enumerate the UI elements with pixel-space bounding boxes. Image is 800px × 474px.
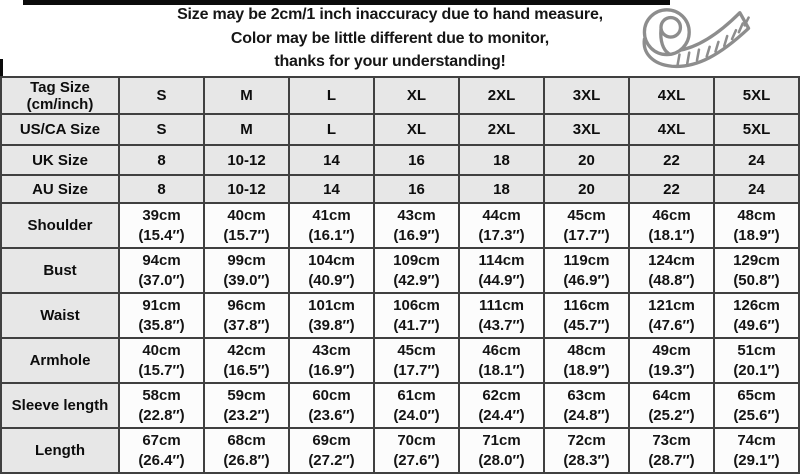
measure-value-cell: [459, 203, 544, 248]
row-label-cell: [1, 383, 119, 428]
row-label-cell: [1, 145, 119, 175]
measure-cm-value: 63cm: [567, 386, 606, 404]
measure-inch-value: (16.9″): [393, 226, 440, 244]
row-label-line: Shoulder: [27, 217, 93, 234]
measure-value-cell: [459, 383, 544, 428]
measure-inch-value: (16.1″): [308, 226, 355, 244]
measure-cm-value: 71cm: [482, 431, 521, 449]
measure-value-cell: [119, 203, 204, 248]
measure-cm-value: 72cm: [567, 431, 606, 449]
measure-value-cell: [119, 428, 204, 473]
size-value-cell: 4XL: [629, 77, 714, 114]
measure-cm-value: 60cm: [312, 386, 351, 404]
measure-value-cell: [204, 293, 289, 338]
measure-value-cell: [714, 293, 799, 338]
measure-inch-value: (25.6″): [733, 406, 780, 424]
measure-value-cell: [204, 203, 289, 248]
measure-cm-value: 119cm: [563, 251, 610, 269]
measure-inch-value: (16.9″): [308, 361, 355, 379]
row-label-line: Waist: [40, 307, 80, 324]
row-label-line: UK Size: [32, 151, 88, 169]
measure-inch-value: (22.8″): [138, 406, 185, 424]
measure-inch-value: (41.7″): [393, 316, 440, 334]
size-value-cell: 10-12: [204, 175, 289, 203]
row-label-cell: [1, 338, 119, 383]
measure-inch-value: (26.8″): [223, 451, 270, 469]
table-row-shoulder: [1, 203, 799, 248]
measure-cm-value: 106cm: [393, 296, 440, 314]
measure-value-cell: [289, 338, 374, 383]
notice-line-1: Size may be 2cm/1 inch inaccuracy due to hand measure,: [177, 6, 603, 23]
measure-value-cell: [374, 293, 459, 338]
measure-value-cell: [714, 203, 799, 248]
size-value-cell: 16: [374, 175, 459, 203]
measure-cm-value: 116cm: [563, 296, 610, 314]
measure-cm-value: 46cm: [482, 341, 521, 359]
measure-value-cell: [374, 248, 459, 293]
measure-value-cell: [714, 248, 799, 293]
measure-cm-value: 61cm: [397, 386, 436, 404]
notice-line-3: thanks for your understanding!: [274, 53, 506, 70]
measure-cm-value: 121cm: [648, 296, 695, 314]
size-value-cell: 14: [289, 145, 374, 175]
row-label-line: AU Size: [32, 180, 88, 198]
row-label-line: Length: [35, 442, 85, 459]
measure-inch-value: (18.1″): [648, 226, 695, 244]
measure-inch-value: (39.8″): [308, 316, 355, 334]
measure-inch-value: (24.0″): [393, 406, 440, 424]
measure-value-cell: [544, 338, 629, 383]
measure-value-cell: [289, 428, 374, 473]
measure-cm-value: 42cm: [227, 341, 266, 359]
measure-cm-value: 111cm: [478, 296, 525, 314]
row-label-line: (cm/inch): [26, 95, 94, 113]
measure-value-cell: [459, 428, 544, 473]
measure-inch-value: (27.6″): [393, 451, 440, 469]
measure-value-cell: [289, 248, 374, 293]
measure-inch-value: (40.9″): [308, 271, 355, 289]
row-label-cell: [1, 203, 119, 248]
size-value-cell: 3XL: [544, 114, 629, 145]
measure-cm-value: 99cm: [227, 251, 266, 269]
measure-value-cell: [459, 248, 544, 293]
measure-inch-value: (44.9″): [478, 271, 525, 289]
measure-value-cell: [629, 293, 714, 338]
size-value-cell: 16: [374, 145, 459, 175]
table-row-sleeve-length: [1, 383, 799, 428]
measure-cm-value: 41cm: [312, 206, 351, 224]
measure-value-cell: [204, 383, 289, 428]
size-value-cell: 2XL: [459, 114, 544, 145]
size-chart-table-body: [1, 77, 799, 473]
row-label-cell: [1, 293, 119, 338]
size-value-cell: 24: [714, 145, 799, 175]
measure-cm-value: 68cm: [227, 431, 266, 449]
measure-cm-value: 94cm: [142, 251, 181, 269]
table-row-au-size: [1, 175, 799, 203]
measure-inch-value: (24.8″): [563, 406, 610, 424]
measure-inch-value: (39.0″): [223, 271, 270, 289]
measure-cm-value: 39cm: [142, 206, 181, 224]
size-value-cell: 8: [119, 175, 204, 203]
measure-value-cell: [289, 293, 374, 338]
left-border-artifact: [0, 59, 3, 77]
measure-cm-value: 44cm: [482, 206, 521, 224]
measure-cm-value: 74cm: [737, 431, 776, 449]
measure-inch-value: (43.7″): [478, 316, 525, 334]
size-value-cell: 18: [459, 175, 544, 203]
measure-cm-value: 49cm: [652, 341, 691, 359]
measure-value-cell: [714, 428, 799, 473]
size-chart-table: [0, 76, 800, 474]
measure-inch-value: (26.4″): [138, 451, 185, 469]
measure-inch-value: (20.1″): [733, 361, 780, 379]
measure-value-cell: [544, 203, 629, 248]
measure-cm-value: 64cm: [652, 386, 691, 404]
size-value-cell: M: [204, 114, 289, 145]
measure-cm-value: 114cm: [478, 251, 525, 269]
measure-value-cell: [204, 248, 289, 293]
measure-cm-value: 67cm: [142, 431, 181, 449]
measure-cm-value: 96cm: [227, 296, 266, 314]
measure-value-cell: [459, 293, 544, 338]
size-value-cell: 8: [119, 145, 204, 175]
size-value-cell: 22: [629, 145, 714, 175]
measure-inch-value: (28.7″): [648, 451, 695, 469]
measure-inch-value: (16.5″): [223, 361, 270, 379]
measure-cm-value: 101cm: [308, 296, 355, 314]
measure-value-cell: [204, 428, 289, 473]
size-value-cell: L: [289, 114, 374, 145]
measure-inch-value: (24.4″): [478, 406, 525, 424]
measure-inch-value: (27.2″): [308, 451, 355, 469]
measure-value-cell: [629, 338, 714, 383]
size-value-cell: 3XL: [544, 77, 629, 114]
table-row-us-ca-size: [1, 114, 799, 145]
measure-cm-value: 124cm: [648, 251, 695, 269]
measure-inch-value: (15.7″): [223, 226, 270, 244]
measure-cm-value: 43cm: [312, 341, 351, 359]
measure-value-cell: [289, 383, 374, 428]
measure-inch-value: (17.7″): [393, 361, 440, 379]
row-label-cell: [1, 114, 119, 145]
size-value-cell: S: [119, 114, 204, 145]
measure-inch-value: (42.9″): [393, 271, 440, 289]
measure-value-cell: [714, 383, 799, 428]
measure-inch-value: (23.6″): [308, 406, 355, 424]
measure-cm-value: 45cm: [567, 206, 606, 224]
row-label-line: Bust: [43, 262, 77, 279]
measure-cm-value: 46cm: [652, 206, 691, 224]
size-value-cell: M: [204, 77, 289, 114]
size-value-cell: XL: [374, 77, 459, 114]
measure-cm-value: 109cm: [393, 251, 440, 269]
measure-cm-value: 73cm: [652, 431, 691, 449]
measure-cm-value: 65cm: [737, 386, 776, 404]
measure-inch-value: (15.7″): [138, 361, 185, 379]
measure-cm-value: 58cm: [142, 386, 181, 404]
row-label-cell: [1, 428, 119, 473]
measure-inch-value: (25.2″): [648, 406, 695, 424]
measure-value-cell: [119, 383, 204, 428]
table-row-tag-size: [1, 77, 799, 114]
measure-inch-value: (19.3″): [648, 361, 695, 379]
size-value-cell: 5XL: [714, 114, 799, 145]
measure-value-cell: [119, 248, 204, 293]
measure-cm-value: 69cm: [312, 431, 351, 449]
measure-inch-value: (46.9″): [563, 271, 610, 289]
notice-line-2: Color may be little different due to monitor,: [230, 29, 550, 47]
measure-inch-value: (28.3″): [563, 451, 610, 469]
measure-cm-value: 40cm: [142, 341, 181, 359]
size-value-cell: 18: [459, 145, 544, 175]
measure-inch-value: (18.9″): [733, 226, 780, 244]
measure-inch-value: (48.8″): [648, 271, 695, 289]
measure-value-cell: [459, 338, 544, 383]
table-row-length: [1, 428, 799, 473]
size-value-cell: 22: [629, 175, 714, 203]
measure-value-cell: [289, 203, 374, 248]
measure-cm-value: 40cm: [227, 206, 266, 224]
measure-cm-value: 129cm: [733, 251, 780, 269]
size-value-cell: 20: [544, 175, 629, 203]
row-label-line: Tag Size: [30, 78, 90, 96]
measure-value-cell: [629, 248, 714, 293]
measure-inch-value: (18.1″): [478, 361, 525, 379]
measure-value-cell: [714, 338, 799, 383]
measure-inch-value: (15.4″): [138, 226, 185, 244]
measure-inch-value: (28.0″): [478, 451, 525, 469]
measure-inch-value: (35.8″): [138, 316, 185, 334]
measure-value-cell: [544, 293, 629, 338]
row-label-cell: [1, 175, 119, 203]
measure-cm-value: 91cm: [142, 296, 181, 314]
row-label-cell: [1, 77, 119, 114]
measure-value-cell: [544, 428, 629, 473]
measure-value-cell: [544, 248, 629, 293]
measure-value-cell: [629, 428, 714, 473]
table-row-bust: [1, 248, 799, 293]
measure-value-cell: [374, 383, 459, 428]
measure-inch-value: (47.6″): [648, 316, 695, 334]
size-value-cell: 4XL: [629, 114, 714, 145]
table-row-uk-size: [1, 145, 799, 175]
row-label-line: US/CA Size: [19, 121, 101, 138]
measure-inch-value: (17.3″): [478, 226, 525, 244]
measure-value-cell: [119, 338, 204, 383]
row-label-line: Armhole: [29, 352, 91, 369]
measure-cm-value: 51cm: [737, 341, 776, 359]
measure-cm-value: 45cm: [397, 341, 436, 359]
measure-inch-value: (37.8″): [223, 316, 270, 334]
measure-inch-value: (49.6″): [733, 316, 780, 334]
measure-inch-value: (17.7″): [563, 226, 610, 244]
row-label-line: Sleeve length: [11, 397, 109, 414]
size-value-cell: 20: [544, 145, 629, 175]
size-value-cell: L: [289, 77, 374, 114]
measure-value-cell: [204, 338, 289, 383]
measure-inch-value: (29.1″): [733, 451, 780, 469]
size-value-cell: 10-12: [204, 145, 289, 175]
measure-value-cell: [544, 383, 629, 428]
measure-value-cell: [629, 383, 714, 428]
size-value-cell: 2XL: [459, 77, 544, 114]
measure-inch-value: (50.8″): [733, 271, 780, 289]
size-value-cell: XL: [374, 114, 459, 145]
measure-inch-value: (45.7″): [563, 316, 610, 334]
measure-value-cell: [374, 203, 459, 248]
size-value-cell: 14: [289, 175, 374, 203]
measure-inch-value: (18.9″): [563, 361, 610, 379]
table-row-armhole: [1, 338, 799, 383]
measure-cm-value: 59cm: [227, 386, 266, 404]
measure-cm-value: 126cm: [733, 296, 780, 314]
row-label-cell: [1, 248, 119, 293]
measure-cm-value: 70cm: [397, 431, 436, 449]
measure-cm-value: 43cm: [397, 206, 436, 224]
measure-value-cell: [119, 293, 204, 338]
measure-cm-value: 48cm: [567, 341, 606, 359]
measuring-tape-icon: [627, 2, 767, 76]
measure-value-cell: [374, 428, 459, 473]
measure-value-cell: [374, 338, 459, 383]
measure-inch-value: (37.0″): [138, 271, 185, 289]
measure-value-cell: [629, 203, 714, 248]
size-value-cell: S: [119, 77, 204, 114]
size-value-cell: 5XL: [714, 77, 799, 114]
measure-inch-value: (23.2″): [223, 406, 270, 424]
measure-cm-value: 48cm: [737, 206, 776, 224]
measure-cm-value: 62cm: [482, 386, 521, 404]
size-value-cell: 24: [714, 175, 799, 203]
table-row-waist: [1, 293, 799, 338]
measure-cm-value: 104cm: [308, 251, 355, 269]
